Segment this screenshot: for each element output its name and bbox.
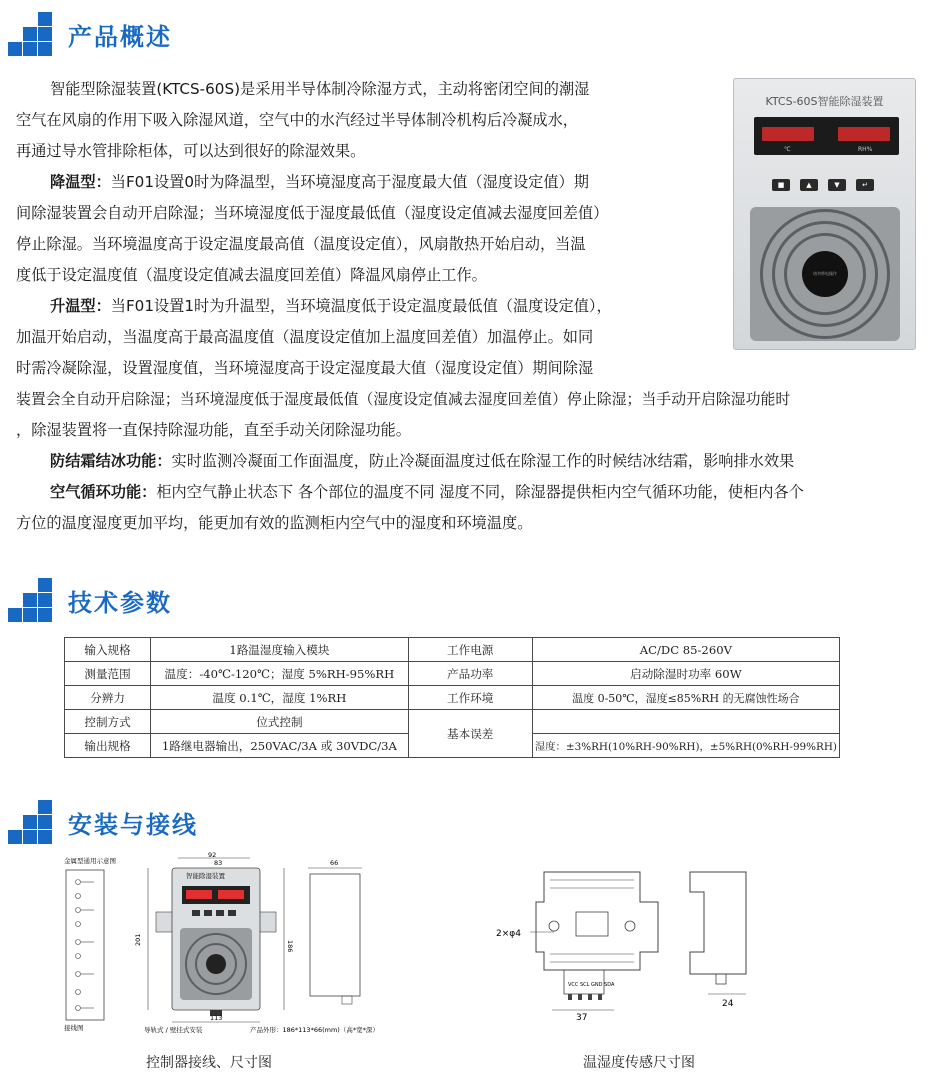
section-logo-icon <box>8 800 54 844</box>
table-row: 分辨力 温度 0.1℃，湿度 1%RH 工作环境 温度 0-50℃，湿度≤85%RH 的无腐蚀性场合 <box>65 686 840 710</box>
section-logo-icon <box>8 12 54 56</box>
svg-text:2×φ4: 2×φ4 <box>496 929 521 939</box>
temp-unit: ℃ <box>784 146 791 153</box>
section-header-install <box>8 800 198 844</box>
device-enter-button: ↵ <box>856 179 874 191</box>
caption-controller: 控制器接线、尺寸图 <box>146 1055 272 1071</box>
spec-table <box>64 637 840 758</box>
table-row: 控制方式 位式控制 基本误差 <box>65 710 840 734</box>
section-logo-icon <box>8 578 54 622</box>
svg-text:24: 24 <box>722 999 734 1009</box>
fan-grill <box>750 207 900 341</box>
table-row: 测量范围 温度：-40℃-120℃；湿度 5%RH-95%RH 产品功率 启动除湿时功率 60W <box>65 662 840 686</box>
device-up-button: ▲ <box>800 179 818 191</box>
svg-text:VCC SCL GND SDA: VCC SCL GND SDA <box>568 982 615 988</box>
svg-text:201: 201 <box>134 933 142 946</box>
fan-hub: 请勿带电操作 <box>802 251 848 297</box>
overview-text-wide: 装置会全自动开启除湿；当环境湿度低于湿度最低值（湿度设定值减去湿度回差值）停止除湿；当手动开启除湿功能时 ，除湿装置将一直保持除湿功能，直至手动关闭除湿功能。 防结霜结冰功能：实时监测冷凝面工作面温度，防止冷凝面温度过低在除湿工作的时候结冰结霜，影响排水效果 空气循环功能：柜内空气静止状态下 各个部位的温度不同 湿度不同，除湿器提供柜内空气循环功能，使柜内各个 方位的温度湿度更加平均，能更加有效的监测柜内空气中的湿度和环境温度。 <box>16 390 804 532</box>
table-row: 输出规格 1路继电器输出，250VAC/3A 或 30VDC/3A 湿度：±3%RH(10%RH-90%RH)，±5%RH(0%RH-99%RH) <box>65 734 840 758</box>
humidity-readout <box>838 127 890 141</box>
temp-readout <box>762 127 814 141</box>
svg-text:186: 186 <box>286 940 294 953</box>
device-set-button: ■ <box>772 179 790 191</box>
device-down-button: ▼ <box>828 179 846 191</box>
wiring-title: 金属型通用示意图 <box>64 857 116 865</box>
wiring-footer: 接线图 <box>64 1024 84 1032</box>
device-photo <box>733 78 916 350</box>
svg-text:智能除湿装置: 智能除湿装置 <box>186 872 225 880</box>
svg-text:83: 83 <box>214 859 223 867</box>
section-title: 产品概述 <box>68 22 172 51</box>
svg-text:113: 113 <box>210 1014 223 1022</box>
humidity-unit: RH% <box>858 146 873 153</box>
sensor-dimension-drawing <box>490 862 760 1032</box>
device-display <box>754 117 899 155</box>
svg-text:产品外形：186*113*66(mm)（高*宽*深）: 产品外形：186*113*66(mm)（高*宽*深） <box>250 1026 379 1034</box>
overview-text: 智能型除湿装置(KTCS-60S)是采用半导体制冷除湿方式，主动将密闭空间的潮湿 空气在风扇的作用下吸入除湿风道，空气中的水汽经过半导体制冷机构后冷凝成水， 再通过导水管排除柜体，可以达到很好的除湿效果。 降温型：当F01设置0时为降温型，当环境湿度高于湿度最大值（湿度设定值）期 间除湿装置会自动开启除湿；当环境湿度低于湿度最低值（湿度设定值减去湿度回差值） 停止除湿。当环境温度高于设定温度最高值（温度设定值），风扇散热开始启动，当温 度低于设定温度值（温度设定值减去温度回差值）降温风扇停止工作。 升温型：当F01设置1时为升温型，当环境温度低于设定温度最低值（温度设定值）， 加温开始启动，当温度高于最高温度值（温度设定值加上温度回差值）加温停止。如同 时需冷凝除湿，设置湿度值，当环境湿度高于设定湿度最大值（湿度设定值）期间除湿 <box>16 80 612 377</box>
svg-text:66: 66 <box>330 859 339 867</box>
section-title: 技术参数 <box>68 588 172 617</box>
svg-text:37: 37 <box>576 1013 588 1023</box>
controller-wiring-drawing <box>60 852 430 1038</box>
table-row: 输入规格 1路温湿度输入模块 工作电源 AC/DC 85-260V <box>65 638 840 662</box>
section-header-overview <box>8 12 172 56</box>
section-header-tech <box>8 578 172 622</box>
section-title: 安装与接线 <box>68 810 198 839</box>
svg-text:92: 92 <box>208 852 217 859</box>
device-title: KTCS-60S智能除湿装置 <box>765 95 884 108</box>
caption-sensor: 温湿度传感尺寸图 <box>583 1055 695 1071</box>
svg-text:导轨式 / 壁挂式安装: 导轨式 / 壁挂式安装 <box>144 1026 203 1034</box>
